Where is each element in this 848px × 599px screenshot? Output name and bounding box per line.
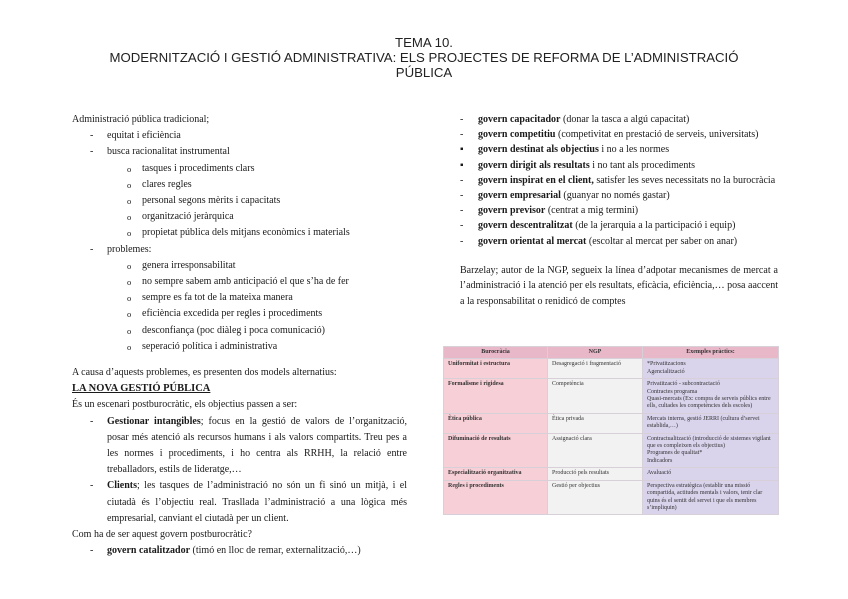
dash-bullet-icon: - — [90, 130, 94, 142]
sub-list-item — [72, 323, 407, 339]
sub-item-text: eficiència excedida per regles i procediments — [142, 308, 323, 320]
govern-text: (donar la tasca a algú capacitat) — [560, 114, 690, 125]
list-item — [72, 478, 407, 527]
dash-bullet-icon: - — [460, 129, 464, 141]
table-row — [444, 433, 779, 468]
dash-bullet-icon: - — [90, 480, 94, 492]
objective-text: ; focus en la gestió de valors de l’organització, posar més atenció als recursos humans i als valors compartits. Treu pes a les normes i procediments, i ho centra als RRHH, la relació entre treballadors, estils de lideratge,… — [107, 415, 407, 476]
table-cell: Privatització - subcontractació Contractes programa Quasi-mercats (Ex: compra de serveis públics entre ells, cultades les competències dels escoles) — [643, 379, 779, 414]
govern-title: govern destinat als objectius — [478, 144, 599, 156]
table-cell: Mercats interns, gestió JERRI (cultura d’servei establida,…) — [643, 413, 779, 433]
header-burocracia: Burocràcia — [444, 347, 548, 359]
title-line-1: TEMA 10. — [395, 35, 453, 50]
govern-title: govern empresarial — [478, 190, 561, 202]
right-column — [460, 112, 778, 309]
circle-bullet-icon: o — [127, 196, 132, 207]
sub-item-text: personal segons mèrits i capacitats — [142, 195, 281, 207]
table-cell: Perspectiva estratègica (establir una missió compartida, actitudes mentals i valors, tenir clar quins és el sentit del servei i que els membres s’impliquin) — [643, 480, 779, 515]
dash-bullet-icon: - — [460, 114, 464, 125]
header-exemples: Exemples pràctics: — [643, 347, 779, 359]
sub-item-text: seperació política i administrativa — [142, 340, 278, 352]
list-item — [460, 127, 778, 142]
circle-bullet-icon: o — [127, 341, 132, 352]
document-title — [0, 35, 848, 80]
sub-list-item — [72, 161, 407, 177]
circle-bullet-icon: o — [127, 325, 132, 336]
govern-title: govern previsor — [478, 205, 546, 217]
govern-text: (timó en lloc de remar, externalització,…) — [190, 545, 361, 557]
objective-title: Gestionar intangibles — [107, 415, 201, 427]
govern-title: govern catalitzador — [107, 545, 191, 557]
govern-title: govern capacitador — [478, 114, 561, 125]
intro-text: Administració pública tradicional; — [72, 114, 210, 125]
list-item — [460, 142, 778, 157]
barzelay-paragraph: Barzelay; autor de la NGP, segueix la línea d’adpotar mecanismes de mercat a l’administració i la atenció per els resultats, eficàcia, eficiència,… posa aaccent a la responsabilitat o renidicó de comptes — [460, 264, 778, 307]
sub-item-text: sempre es fa tot de la mateixa manera — [142, 292, 293, 304]
list-item — [72, 128, 407, 144]
govern-text: i no tant als procediments — [589, 159, 696, 171]
sub-list-item — [72, 177, 407, 193]
table-cell: Contractualització (introducció de sistemes vigilant que es compleixen els objectius) Programes de qualitat* Indicadors — [643, 433, 779, 468]
circle-bullet-icon: o — [127, 309, 132, 320]
circle-bullet-icon: o — [127, 293, 132, 304]
table-row — [444, 413, 779, 433]
sub-list-item — [72, 225, 407, 241]
square-bullet-icon: ▪ — [460, 159, 464, 171]
sub-item-text: desconfiança (poc diàleg i poca comunicació) — [142, 324, 325, 336]
left-column — [72, 112, 407, 559]
circle-bullet-icon: o — [127, 277, 132, 288]
table-cell: Producció pels resultats — [548, 468, 643, 480]
item-text: problemes: — [107, 243, 152, 255]
table-row — [444, 359, 779, 379]
sub-item-text: genera irresponsabilitat — [142, 259, 236, 271]
title-line-2: MODERNITZACIÓ I GESTIÓ ADMINISTRATIVA: ELS PROJECTES DE REFORMA DE L’ADMINISTRACIÓ — [109, 50, 739, 65]
circle-bullet-icon: o — [127, 163, 132, 174]
govern-text: satisfer les seves necessitats no la burocràcia — [593, 174, 776, 186]
table-row — [444, 379, 779, 414]
dash-bullet-icon: - — [90, 545, 94, 557]
dash-bullet-icon: - — [460, 235, 464, 247]
govern-title: govern inspirat en el client, — [478, 174, 594, 186]
list-item — [72, 543, 407, 559]
govern-text: (de la jerarquia a la participació i equip) — [572, 220, 736, 232]
question-text: Com ha de ser aquest govern postburocràtic? — [72, 529, 252, 541]
list-item — [460, 203, 778, 218]
sub-list-item — [72, 306, 407, 322]
govern-title: govern orientat al mercat — [478, 235, 587, 247]
table-header-row — [444, 347, 779, 359]
list-item — [460, 173, 778, 188]
govern-title: govern dirigit als resultats — [478, 159, 590, 171]
table-cell: Formalisme i rigidesa — [444, 379, 548, 414]
sub-item-text: propietat pública dels mitjans econòmics i materials — [142, 227, 350, 239]
title-line-3: PÚBLICA — [395, 65, 453, 80]
table-cell: Difuminació de resultats — [444, 433, 548, 468]
list-item — [460, 234, 778, 249]
govern-text: (competivitat en prestació de serveis, universitats) — [555, 129, 759, 141]
table-cell: Avaluació — [643, 468, 779, 480]
list-item — [460, 158, 778, 173]
item-text: busca racionalitat instrumental — [107, 146, 230, 158]
list-item — [460, 112, 778, 127]
table-cell: Ètica privada — [548, 413, 643, 433]
sub-item-text: tasques i procediments clars — [142, 162, 255, 174]
list-item — [72, 144, 407, 160]
square-bullet-icon: ▪ — [460, 144, 464, 156]
table-row — [444, 468, 779, 480]
sub-list-item — [72, 274, 407, 290]
objective-text: ; les tasques de l’administració no són un fi sinó un mitjà, i el ciutadà és l’objectiu real. Trasllada l’administració a una lògica més empresarial, canviant el ciutadà per un client. — [107, 480, 407, 524]
table-cell: Assignació clara — [548, 433, 643, 468]
circle-bullet-icon: o — [127, 179, 132, 190]
sub-list-item — [72, 339, 407, 355]
sub-item-text: organització jeràrquica — [142, 211, 234, 223]
govern-title: govern descentralitzat — [478, 220, 573, 232]
list-item — [460, 188, 778, 203]
govern-title: govern competitiu — [478, 129, 556, 141]
dash-bullet-icon: - — [90, 415, 94, 427]
table-cell: Especialització organitzativa — [444, 468, 548, 480]
sub-list-item — [72, 290, 407, 306]
header-ngp: NGP — [548, 347, 643, 359]
table-cell: *Privatitzacions Agencialització — [643, 359, 779, 379]
item-text: equitat i eficiència — [107, 130, 181, 142]
sub-list-item — [72, 258, 407, 274]
table-cell: Regles i procediments — [444, 480, 548, 515]
escenari-text: És un escenari postburocràtic, els objectius passen a ser: — [72, 399, 298, 411]
list-item — [460, 218, 778, 233]
circle-bullet-icon: o — [127, 212, 132, 223]
table-cell: Uniformitat i estructura — [444, 359, 548, 379]
table-cell: Gestió per objectius — [548, 480, 643, 515]
table-cell: Ètica pública — [444, 413, 548, 433]
dash-bullet-icon: - — [460, 220, 464, 232]
circle-bullet-icon: o — [127, 228, 132, 239]
govern-text: (escoltar al mercat per saber on anar) — [586, 235, 738, 247]
sub-list-item — [72, 193, 407, 209]
sub-list-item — [72, 209, 407, 225]
objective-title: Clients — [107, 480, 137, 492]
sub-item-text: no sempre sabem amb anticipació el que s’ha de fer — [142, 276, 349, 288]
table-row — [444, 480, 779, 515]
list-item — [72, 414, 407, 479]
table-cell: Competència — [548, 379, 643, 414]
dash-bullet-icon: - — [460, 205, 464, 217]
causa-text: A causa d’aquests problemes, es presenten dos models alternatius: — [72, 367, 337, 379]
dash-bullet-icon: - — [90, 146, 94, 158]
sub-item-text: clares regles — [142, 178, 192, 190]
list-item — [72, 242, 407, 258]
section-heading: LA NOVA GESTIÓ PÚBLICA — [72, 383, 211, 395]
govern-text: (guanyar no només gastar) — [560, 190, 670, 202]
dash-bullet-icon: - — [460, 190, 464, 202]
dash-bullet-icon: - — [460, 174, 464, 186]
comparison-table — [443, 346, 779, 515]
govern-text: i no a les normes — [598, 144, 670, 156]
dash-bullet-icon: - — [90, 243, 94, 255]
circle-bullet-icon: o — [127, 260, 132, 271]
table-cell: Desagregació i fragmentació — [548, 359, 643, 379]
govern-text: (centrat a mig termini) — [545, 205, 639, 217]
